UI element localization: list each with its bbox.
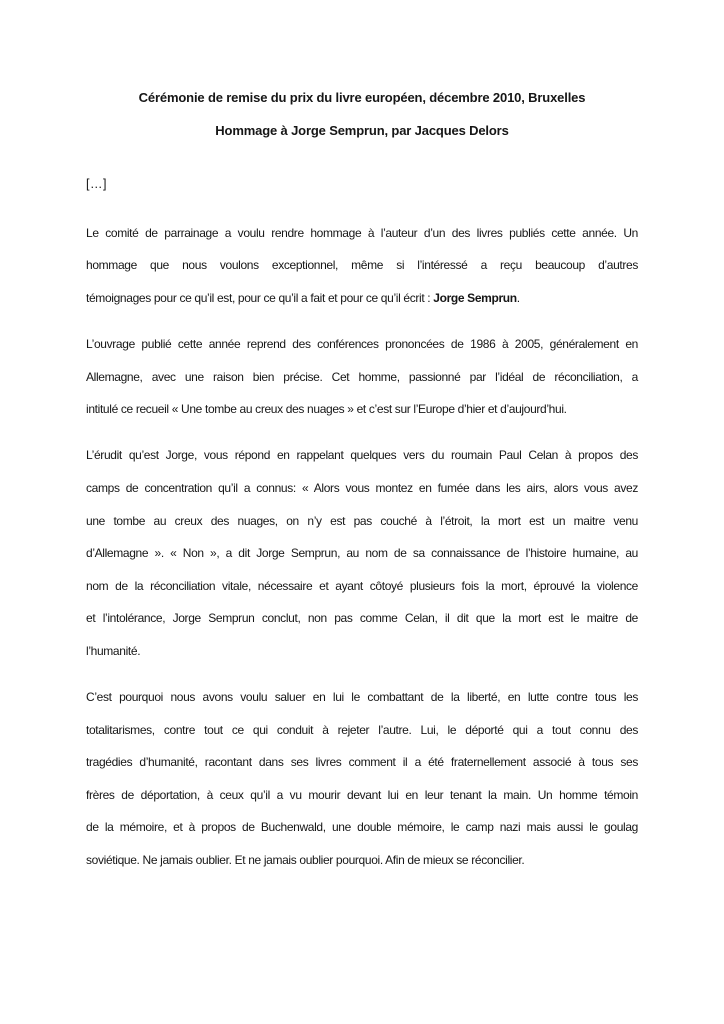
paragraph (86, 439, 638, 667)
paragraph (86, 681, 638, 877)
text-line: C’est pourquoi nous avons voulu saluer en lui le combattant de la liberté, en lutte contre tous les (86, 690, 638, 704)
text-line: de la mémoire, et à propos de Buchenwald, une double mémoire, le camp nazi mais aussi le goulag (86, 820, 638, 835)
text-line: d’Allemagne ». « Non », a dit Jorge Semprun, au nom de sa connaissance de l’histoire humaine, au (86, 546, 638, 561)
omission-marker: […] (86, 177, 107, 192)
text-line: Le comité de parrainage a voulu rendre hommage à l’auteur d’un des livres publiés cette année. Un (86, 225, 638, 240)
text-line: soviétique. Ne jamais oublier. Et ne jamais oublier pourquoi. Afin de mieux se réconcilier. (86, 852, 525, 867)
document-body (86, 217, 638, 877)
bold-text: Jorge Semprun (433, 290, 517, 305)
text-line: l’humanité. (86, 643, 141, 658)
text-line: frères de déportation, à ceux qu’il a vu mourir devant lui en leur tenant la main. Un homme témoin (86, 787, 638, 802)
text-line: nom de la réconciliation vitale, nécessaire et ayant côtoyé plusieurs fois la mort, éprouvé la violence (86, 578, 638, 593)
text-line: L’érudit qu’est Jorge, vous répond en rappelant quelques vers du roumain Paul Celan à propos des (86, 448, 638, 463)
text-line: L’ouvrage publié cette année reprend des conférences prononcées de 1986 à 2005, généralement en (86, 337, 638, 352)
text-line: totalitarismes, contre tout ce qui conduit à rejeter l’autre. Lui, le déporté qui a tout connu des (86, 722, 638, 737)
text-line: témoignages pour ce qu’il est, pour ce qu’il a fait et pour ce qu’il écrit : Jorge Semprun. (86, 290, 520, 305)
text-line: camps de concentration qu’il a connus: « Alors vous montez en fumée dans les airs, alors vous avez (86, 480, 638, 495)
text-line: une tombe au creux des nuages, on n’y est pas couché à l’étroit, la mort est un maitre venu (86, 513, 638, 528)
text-line: Allemagne, avec une raison bien précise. Cet homme, passionné par l’idéal de réconciliation, a (86, 369, 638, 384)
text-line: hommage que nous voulons exceptionnel, même si l’intéressé a reçu beaucoup d’autres (86, 258, 638, 273)
document-page (86, 0, 638, 877)
text-line: intitulé ce recueil « Une tombe au creux des nuages » et c’est sur l’Europe d’hier et d’aujourd’hui. (86, 402, 567, 417)
paragraph (86, 328, 638, 426)
paragraph (86, 217, 638, 315)
document-title-line-2: Hommage à Jorge Semprun, par Jacques Delors (215, 122, 509, 138)
document-header (86, 82, 638, 147)
text-line: tragédies d’humanité, racontant dans ses livres comment il a été fraternellement associé à tous ses (86, 755, 638, 770)
document-title-line-1: Cérémonie de remise du prix du livre européen, décembre 2010, Bruxelles (138, 90, 586, 105)
text-line: et l’intolérance, Jorge Semprun conclut, non pas comme Celan, il dit que la mort est le maitre de (86, 611, 638, 626)
